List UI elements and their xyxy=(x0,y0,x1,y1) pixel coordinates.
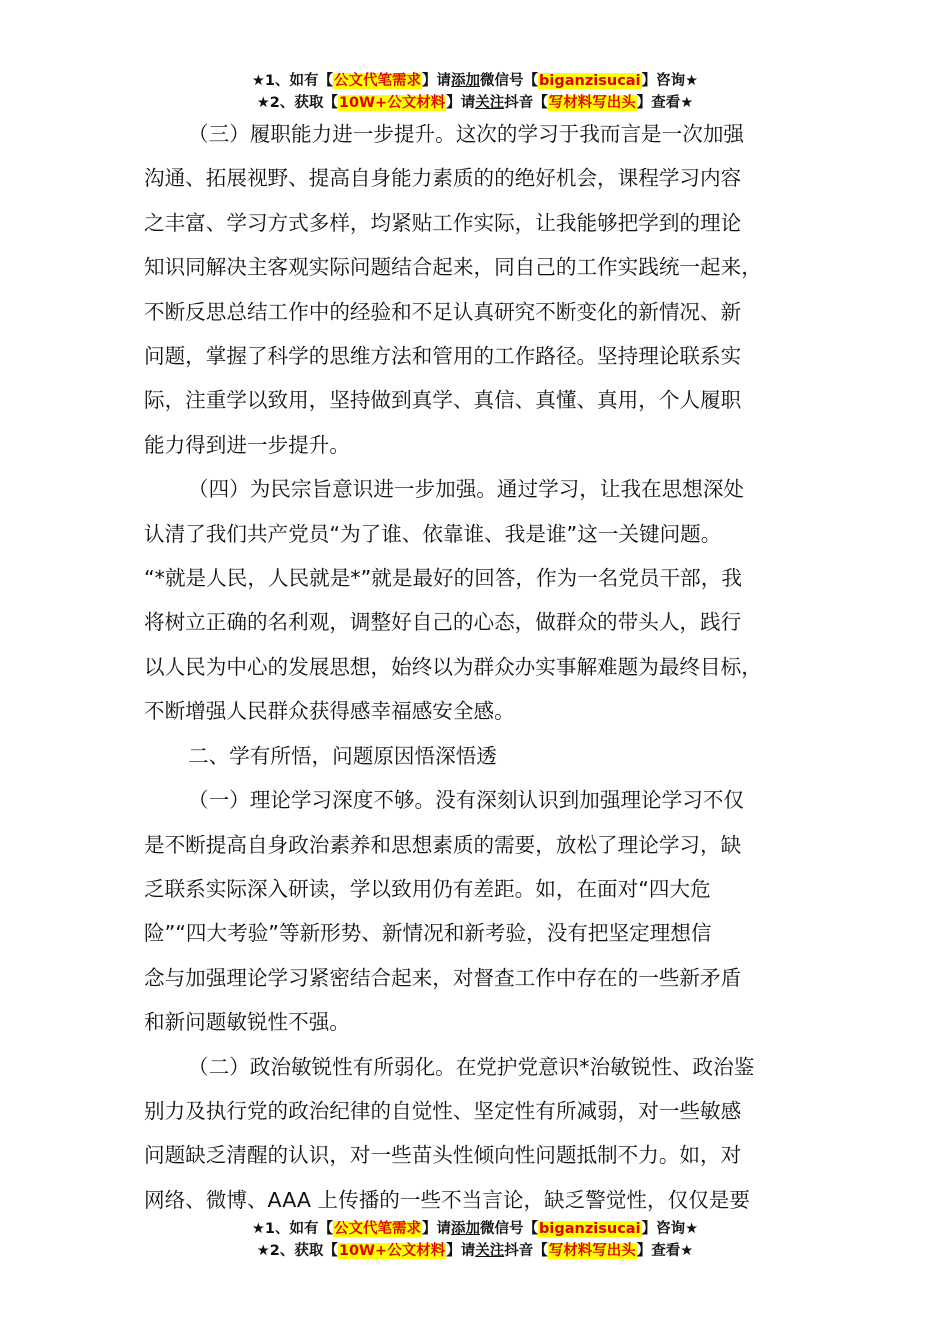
ad-text: 微信号【 xyxy=(480,1221,539,1237)
ad-text: ★2、获取【 xyxy=(256,1243,338,1259)
text-line: 二、学有所悟，问题原因悟深悟透 xyxy=(188,743,497,768)
footer-ad xyxy=(0,1218,950,1262)
paragraph-2 xyxy=(144,1045,830,1223)
text-line: 问题，掌握了科学的思维方法和管用的工作路径。坚持理论联系实 xyxy=(144,344,742,369)
ad-text: 】请 xyxy=(446,1243,476,1259)
text-line: 将树立正确的名利观，调整好自己的心态，做群众的带头人，践行 xyxy=(144,610,742,635)
text-line: （三）履职能力进一步提升。这次的学习于我而言是一次加强 xyxy=(188,122,745,146)
paragraph-4 xyxy=(144,467,830,733)
ad-highlight: 10W+公文材料 xyxy=(338,95,446,111)
footer-ad-line-2 xyxy=(0,1240,950,1262)
ad-text: 】请 xyxy=(446,95,476,111)
ad-underline: 添加 xyxy=(451,1221,481,1237)
ad-underline: 关注 xyxy=(475,95,505,111)
text-line: “*就是人民，人民就是*”就是最好的回答，作为一名党员干部，我 xyxy=(144,566,742,591)
ad-highlight: biganzisucai xyxy=(539,1221,641,1237)
ad-highlight: 10W+公文材料 xyxy=(338,1243,446,1259)
text-line: 和新问题敏锐性不强。 xyxy=(144,1010,350,1035)
ad-text: 抖音【 xyxy=(504,1243,548,1259)
ad-highlight: 公文代笔需求 xyxy=(334,73,422,89)
text-line: 乏联系实际深入研读，学以致用仍有差距。如，在面对“四大危 xyxy=(144,876,711,901)
text-line: 能力得到进一步提升。 xyxy=(144,432,350,457)
ad-text: 】咨询★ xyxy=(641,1221,699,1237)
ad-text: ★2、获取【 xyxy=(256,95,338,111)
text-line: 认清了我们共产党员“为了谁、依靠谁、我是谁”这一关键问题。 xyxy=(144,521,722,546)
ad-text: 】查看★ xyxy=(636,1243,694,1259)
text-line: 是不断提高自身政治素养和思想素质的需要，放松了理论学习，缺 xyxy=(144,832,742,857)
document-body xyxy=(144,112,830,1222)
ad-text: 抖音【 xyxy=(504,95,548,111)
text-line: （二）政治敏锐性有所弱化。在党护党意识*治敏锐性、政治鉴 xyxy=(188,1054,755,1079)
text-line: 险”“四大考验”等新形势、新情况和新考验，没有把坚定理想信 xyxy=(144,921,712,946)
text-line: 以人民为中心的发展思想，始终以为群众办实事解难题为最终目标， xyxy=(144,654,762,679)
section-heading-2 xyxy=(144,734,830,778)
text-line: 际，注重学以致用，坚持做到真学、真信、真懂、真用，个人履职 xyxy=(144,388,742,413)
ad-text: ★1、如有【 xyxy=(251,73,334,89)
text-line: 不断增强人民群众获得感幸福感安全感。 xyxy=(144,699,515,724)
ad-highlight: 写材料写出头 xyxy=(548,1243,636,1259)
ad-highlight: biganzisucai xyxy=(539,73,641,89)
paragraph-1 xyxy=(144,778,830,1044)
text-line: 网络、微博、AAA 上传播的一些不当言论，缺乏警觉性，仅仅是要 xyxy=(144,1187,750,1212)
ad-underline: 添加 xyxy=(451,73,481,89)
ad-text: 】请 xyxy=(422,73,452,89)
ad-highlight: 公文代笔需求 xyxy=(334,1221,422,1237)
paragraph-3 xyxy=(144,112,830,467)
text-line: 知识同解决主客观实际问题结合起来，同自己的工作实践统一起来， xyxy=(144,255,762,280)
ad-highlight: 写材料写出头 xyxy=(548,95,636,111)
text-line: 之丰富、学习方式多样，均紧贴工作实际，让我能够把学到的理论 xyxy=(144,210,742,235)
text-line: （四）为民宗旨意识进一步加强。通过学习，让我在思想深处 xyxy=(188,477,745,502)
ad-text: ★1、如有【 xyxy=(251,1221,334,1237)
ad-text: 微信号【 xyxy=(480,73,539,89)
text-line: 问题缺乏清醒的认识，对一些苗头性倾向性问题抵制不力。如，对 xyxy=(144,1143,742,1168)
ad-text: 】咨询★ xyxy=(641,73,699,89)
text-line: 不断反思总结工作中的经验和不足认真研究不断变化的新情况、新 xyxy=(144,299,742,324)
ad-text: 】请 xyxy=(422,1221,452,1237)
ad-underline: 关注 xyxy=(475,1243,505,1259)
header-ad xyxy=(0,70,950,114)
ad-text: 】查看★ xyxy=(636,95,694,111)
header-ad-line-1 xyxy=(0,70,950,92)
text-line: 念与加强理论学习紧密结合起来，对督查工作中存在的一些新矛盾 xyxy=(144,965,742,990)
footer-ad-line-1 xyxy=(0,1218,950,1240)
text-line: 沟通、拓展视野、提高自身能力素质的的绝好机会，课程学习内容 xyxy=(144,166,742,191)
text-line: 别力及执行党的政治纪律的自觉性、坚定性有所减弱，对一些敏感 xyxy=(144,1098,742,1123)
header-ad-line-2 xyxy=(0,92,950,114)
text-line: （一）理论学习深度不够。没有深刻认识到加强理论学习不仅 xyxy=(188,788,745,813)
